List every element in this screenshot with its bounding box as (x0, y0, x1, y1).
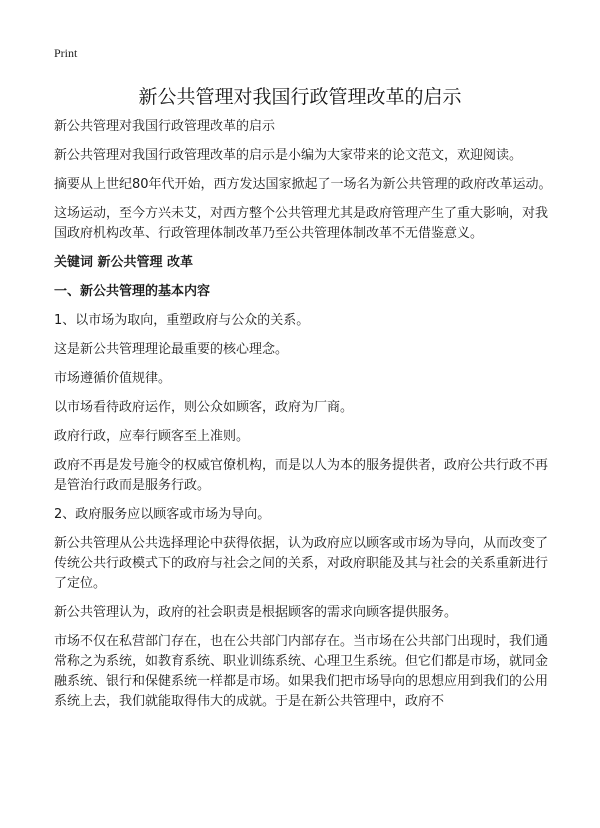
paragraph: 新公共管理从公共选择理论中获得依据，认为政府应以顾客或市场为导向，从而改变了传统公共行政模式下的政府与社会之间的关系，对政府职能及其与社会的关系重新进行了定位。 (54, 536, 549, 591)
print-label: Print (54, 46, 78, 60)
paragraph: 1、以市场为取向，重塑政府与公众的关系。 (54, 313, 310, 328)
paragraph: 这场运动，至今方兴未艾，对西方整个公共管理尤其是政府管理产生了重大影响，对我国政府机构改革、行政管理体制改革乃至公共管理体制改革不无借鉴意义。 (54, 206, 549, 241)
paragraph: 市场遵循价值规律。 (54, 371, 172, 386)
paragraph: 这是新公共管理理论最重要的核心理念。 (54, 342, 289, 357)
paragraph-intro: 新公共管理对我国行政管理改革的启示是小编为大家带来的论文范文，欢迎阅读。 (54, 148, 523, 163)
paragraph: 2、政府服务应以顾客或市场为导向。 (54, 507, 271, 522)
paragraph: 新公共管理认为，政府的社会职责是根据顾客的需求向顾客提供服务。 (54, 605, 458, 620)
section-heading: 一、新公共管理的基本内容 (54, 284, 211, 299)
paragraph: 政府不再是发号施令的权威官僚机构，而是以人为本的服务提供者，政府公共行政不再是管治行政而是服务行政。 (54, 458, 549, 493)
article-title: 新公共管理对我国行政管理改革的启示 (138, 86, 462, 108)
paragraph: 以市场看待政府运作，则公众如顾客，政府为厂商。 (54, 400, 354, 415)
paragraph-subtitle: 新公共管理对我国行政管理改革的启示 (54, 119, 276, 134)
keywords-heading: 关键词 新公共管理 改革 (54, 255, 194, 270)
paragraph: 政府行政，应奉行顾客至上准则。 (54, 429, 250, 444)
article-body (54, 117, 554, 721)
paragraph: 市场不仅在私营部门存在，也在公共部门内部存在。当市场在公共部门出现时，我们通常称之为系统，如教育系统、职业训练系统、心理卫生系统。但它们都是市场，就同金融系统、银行和保健系统一样都是市场。如果我们把市场导向的思想应用到我们的公用系统上去，我们就能取得伟大的成就。于是在新公共管理中，政府不 (54, 634, 549, 709)
paragraph-abstract: 摘要从上世纪80年代开始，西方发达国家掀起了一场名为新公共管理的政府改革运动。 (54, 177, 552, 192)
